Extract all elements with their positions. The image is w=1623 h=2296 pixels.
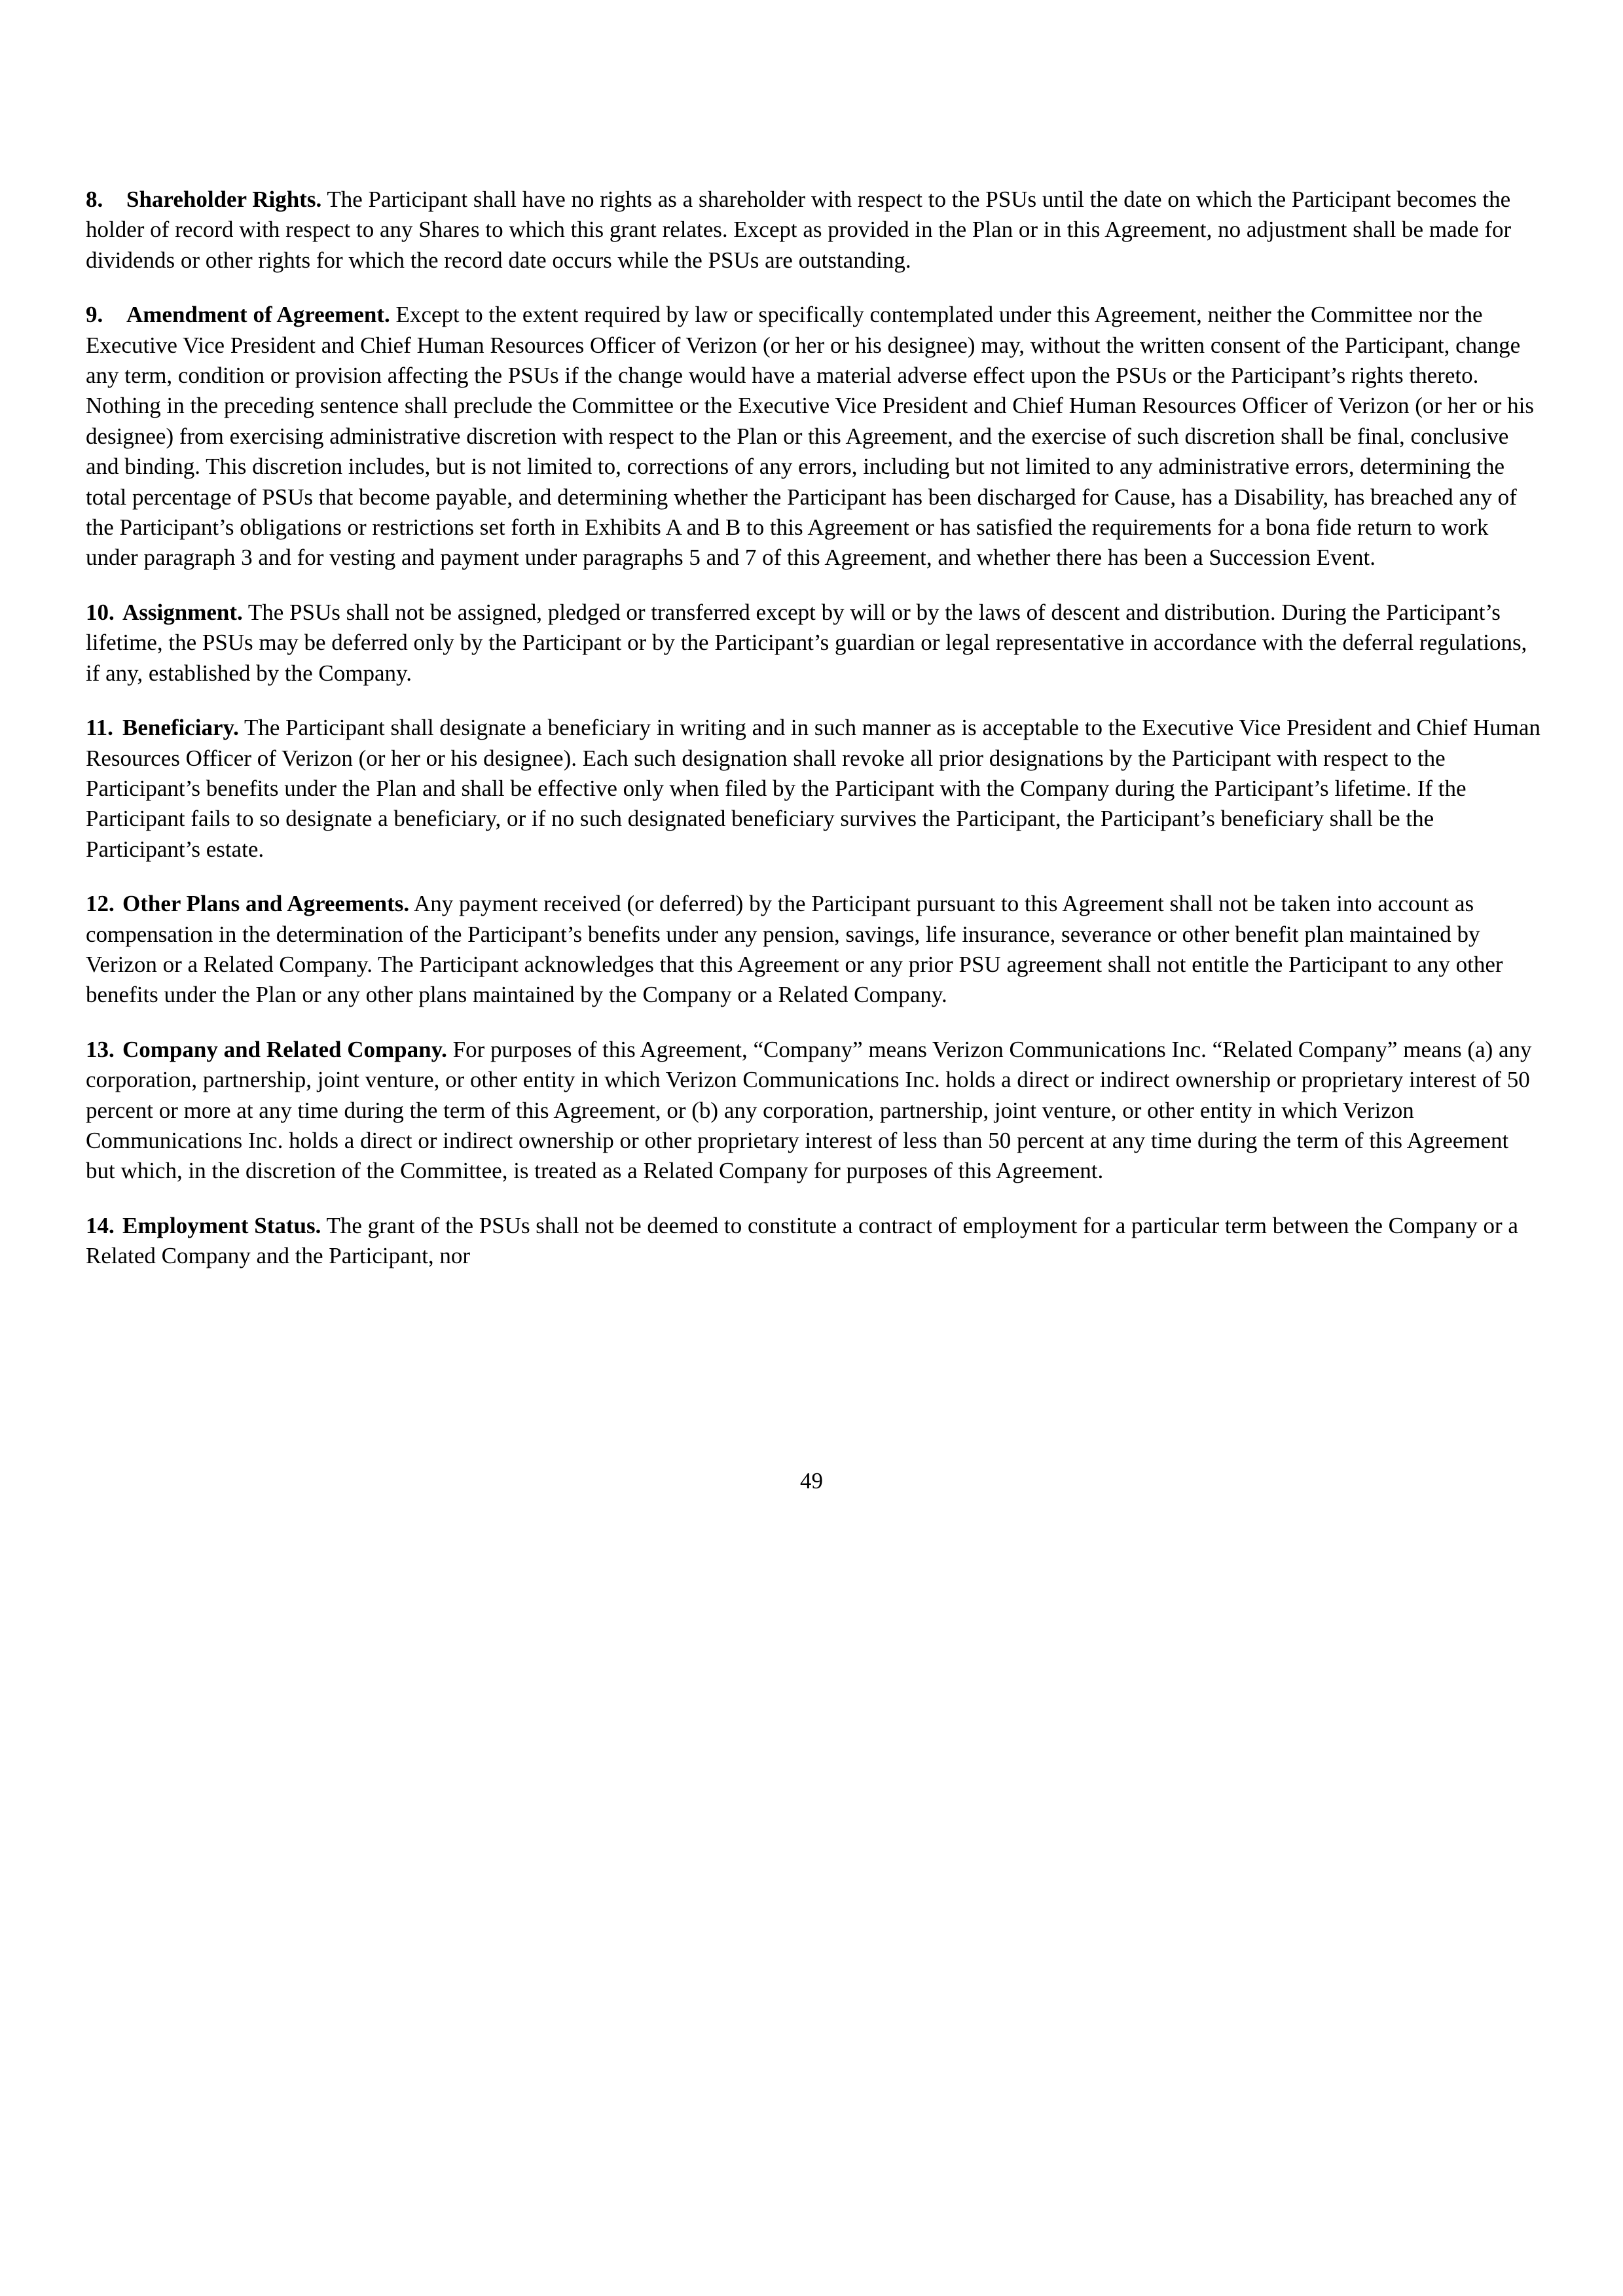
document-page <box>86 185 1542 1296</box>
section-number: 8. <box>86 187 103 212</box>
section-employment-status <box>86 1211 1542 1272</box>
section-paragraph <box>86 1211 1542 1272</box>
section-company-and-related-company <box>86 1035 1542 1187</box>
section-number: 11. <box>86 715 113 741</box>
section-amendment-of-agreement <box>86 300 1542 573</box>
section-assignment <box>86 598 1542 689</box>
section-paragraph <box>86 889 1542 1011</box>
section-shareholder-rights <box>86 185 1542 276</box>
section-beneficiary <box>86 713 1542 865</box>
section-paragraph <box>86 300 1542 573</box>
section-heading: Assignment. <box>122 599 243 625</box>
section-other-plans-and-agreements <box>86 889 1542 1011</box>
section-heading: Other Plans and Agreements. <box>122 891 410 917</box>
page-number: 49 <box>800 1468 823 1494</box>
section-paragraph <box>86 1035 1542 1187</box>
section-heading: Amendment of Agreement. <box>126 302 390 328</box>
section-number: 14. <box>86 1212 115 1238</box>
section-body: For purposes of this Agreement, “Company” means Verizon Communications Inc. “Related Company” means (a) any corporation, partnership, joint venture, or other entity in which Verizon Communications Inc. holds a direct or indirect ownership or proprietary interest of 50 percent or more at any time during the term of this Agreement, or (b) any corporation, partnership, joint venture, or other entity in which Verizon Communications Inc. holds a direct or indirect ownership or other proprietary interest of less than 50 percent at any time during the term of this Agreement but which, in the discretion of the Committee, is treated as a Related Company for purposes of this Agreement. <box>86 1036 1532 1184</box>
section-heading: Beneficiary. <box>122 715 239 741</box>
section-paragraph <box>86 185 1542 276</box>
section-body: The grant of the PSUs shall not be deemed to constitute a contract of employment for a particular term between the Company or a Related Company and the Participant, nor <box>86 1212 1518 1269</box>
section-body: The PSUs shall not be assigned, pledged or transferred except by will or by the laws of descent and distribution. During the Participant’s lifetime, the PSUs may be deferred only by the Participant or by the Participant’s guardian or legal representative in accordance with the deferral regulations, if any, established by the Company. <box>86 599 1527 686</box>
section-body: The Participant shall have no rights as a shareholder with respect to the PSUs until the date on which the Participant becomes the holder of record with respect to any Shares to which this grant relates. Except as provided in the Plan or in this Agreement, no adjustment shall be made for dividends or other rights for which the record date occurs while the PSUs are outstanding. <box>86 187 1512 273</box>
section-paragraph <box>86 598 1542 689</box>
section-body: Except to the extent required by law or specifically contemplated under this Agreement, neither the Committee nor the Executive Vice President and Chief Human Resources Officer of Verizon (or her or his designee) may, without the written consent of the Participant, change any term, condition or provision affecting the PSUs if the change would have a material adverse effect upon the PSUs or the Participant’s rights thereto. Nothing in the preceding sentence shall preclude the Committee or the Executive Vice President and Chief Human Resources Officer of Verizon (or her or his designee) from exercising administrative discretion with respect to the Plan or this Agreement, and the exercise of such discretion shall be final, conclusive and binding. This discretion includes, but is not limited to, corrections of any errors, including but not limited to any administrative errors, determining the total percentage of PSUs that become payable, and determining whether the Participant has been discharged for Cause, has a Disability, has breached any of the Participant’s obligations or restrictions set forth in Exhibits A and B to this Agreement or has satisfied the requirements for a bona fide return to work under paragraph 3 and for vesting and payment under paragraphs 5 and 7 of this Agreement, and whether there has been a Succession Event. <box>86 302 1534 571</box>
section-number: 13. <box>86 1036 115 1062</box>
section-number: 10. <box>86 599 115 625</box>
section-heading: Shareholder Rights. <box>126 187 322 212</box>
section-number: 12. <box>86 891 115 917</box>
section-heading: Employment Status. <box>122 1212 321 1238</box>
section-body: The Participant shall designate a beneficiary in writing and in such manner as is acceptable to the Executive Vice President and Chief Human Resources Officer of Verizon (or her or his designee). Each such designation shall revoke all prior designations by the Participant with respect to the Participant’s benefits under the Plan and shall be effective only when filed by the Participant with the Company during the Participant’s lifetime. If the Participant fails to so designate a beneficiary, or if no such designated beneficiary survives the Participant, the Participant’s beneficiary shall be the Participant’s estate. <box>86 715 1541 862</box>
section-number: 9. <box>86 302 103 328</box>
section-paragraph <box>86 713 1542 865</box>
section-heading: Company and Related Company. <box>122 1036 447 1062</box>
section-body: Any payment received (or deferred) by the Participant pursuant to this Agreement shall not be taken into account as compensation in the determination of the Participant’s benefits under any pension, savings, life insurance, severance or other benefit plan maintained by Verizon or a Related Company. The Participant acknowledges that this Agreement or any prior PSU agreement shall not entitle the Participant to any other benefits under the Plan or any other plans maintained by the Company or a Related Company. <box>86 891 1503 1008</box>
